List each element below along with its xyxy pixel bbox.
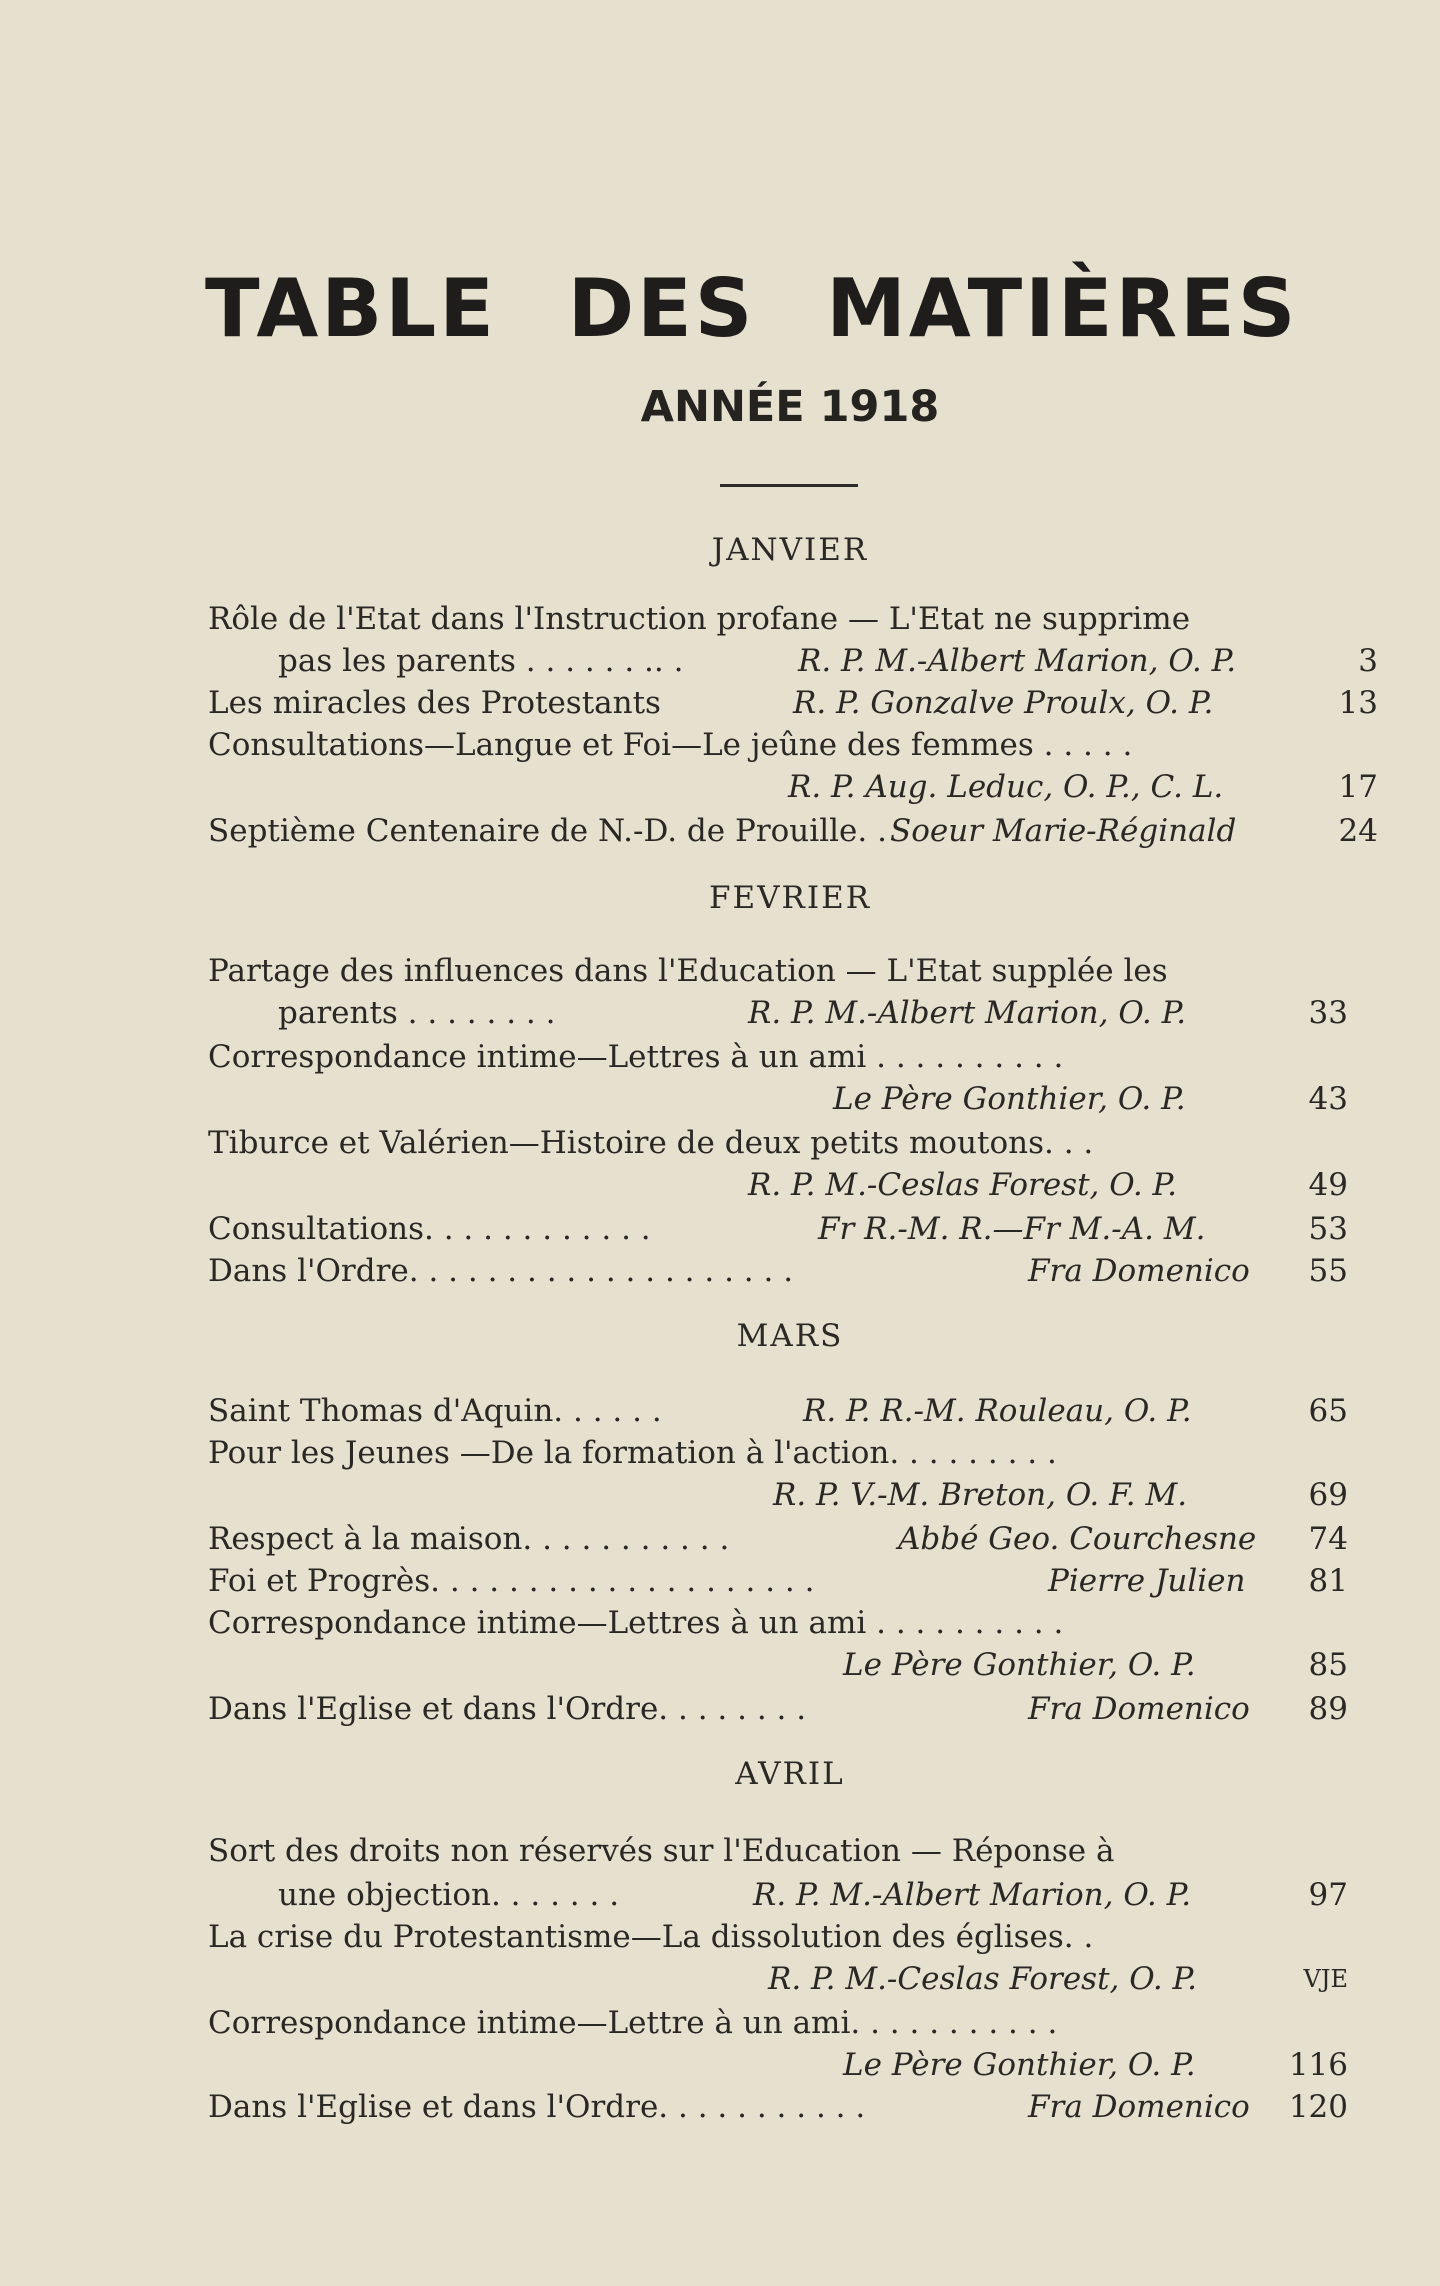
entry-author: R. P. M.-Albert Marion, O. P. — [753, 1877, 1192, 1913]
toc-entry-title-line — [208, 1122, 1378, 1164]
entry-page: 120 — [1288, 2089, 1348, 2125]
entry-page: 81 — [1308, 1563, 1348, 1599]
entry-title: Correspondance intime—Lettres à un ami . . . . . . . . . . — [208, 1039, 1064, 1075]
entry-page: VJE — [1303, 1965, 1348, 1993]
entry-author: Fr R.-M. R.—Fr M.-A. M. — [818, 1211, 1206, 1247]
toc-entry — [208, 1644, 1378, 1686]
toc-entry — [208, 1208, 1378, 1250]
toc-entry-title-line — [208, 1036, 1378, 1078]
toc-entry — [208, 2044, 1378, 2086]
entry-page: 65 — [1308, 1393, 1348, 1429]
entry-author: R. P. M.-Albert Marion, O. P. — [798, 643, 1237, 679]
toc-entry — [208, 1474, 1378, 1516]
page-subtitle: ANNÉE 1918 — [640, 382, 940, 432]
toc-entry — [208, 1250, 1378, 1292]
entry-title: Rôle de l'Etat dans l'Instruction profane — L'Etat ne supprime — [208, 601, 1191, 637]
entry-title: Partage des influences dans l'Education — L'Etat supplée les — [208, 953, 1168, 989]
entry-page: 3 — [1358, 643, 1378, 679]
section-heading-janvier: JANVIER — [711, 532, 869, 568]
entry-page: 13 — [1338, 685, 1378, 721]
entry-author: R. P. Aug. Leduc, O. P., C. L. — [788, 769, 1224, 805]
toc-entry — [208, 1078, 1378, 1120]
toc-entry-title-line — [208, 1432, 1378, 1474]
entry-title: Foi et Progrès. . . . . . . . . . . . . . . . . . . . — [208, 1563, 815, 1599]
entry-author: Fra Domenico — [1028, 1691, 1250, 1727]
entry-title: Correspondance intime—Lettre à un ami. . . . . . . . . . . — [208, 2005, 1058, 2041]
entry-title: pas les parents . . . . . . .. . — [278, 643, 684, 679]
entry-author: R. P. M.-Ceslas Forest, O. P. — [748, 1167, 1177, 1203]
entry-author: R. P. M.-Ceslas Forest, O. P. — [768, 1961, 1197, 1997]
toc-entry-title-line — [208, 1830, 1378, 1872]
entry-page: 43 — [1308, 1081, 1348, 1117]
entry-author: Le Père Gonthier, O. P. — [843, 2047, 1196, 2083]
toc-entry-title-line — [208, 2002, 1378, 2044]
entry-title: Septième Centenaire de N.-D. de Prouille. . — [208, 813, 887, 849]
toc-entry — [208, 682, 1378, 724]
entry-author: Fra Domenico — [1028, 1253, 1250, 1289]
toc-entry — [208, 2086, 1378, 2128]
entry-page: 24 — [1338, 813, 1378, 849]
entry-title: Tiburce et Valérien—Histoire de deux petits moutons. . . — [208, 1125, 1094, 1161]
entry-page: 116 — [1288, 2047, 1348, 2083]
section-heading-fevrier: FEVRIER — [708, 880, 872, 916]
entry-author: R. P. M.-Albert Marion, O. P. — [748, 995, 1187, 1031]
entry-page: 85 — [1308, 1647, 1348, 1683]
toc-entry-title-line — [208, 1916, 1378, 1958]
entry-title: Respect à la maison. . . . . . . . . . . — [208, 1521, 730, 1557]
toc-entry — [208, 992, 1378, 1034]
section-heading-avril: AVRIL — [735, 1756, 845, 1792]
entry-author: R. P. V.-M. Breton, O. F. M. — [773, 1477, 1188, 1513]
page-title: TABLE DES MATIÈRES — [205, 262, 1299, 355]
toc-entry — [208, 1874, 1378, 1916]
entry-page: 97 — [1308, 1877, 1348, 1913]
toc-entry — [208, 1688, 1378, 1730]
entry-author: Le Père Gonthier, O. P. — [843, 1647, 1196, 1683]
entry-page: 49 — [1308, 1167, 1348, 1203]
entry-title: Consultations—Langue et Foi—Le jeûne des femmes . . . . . — [208, 727, 1133, 763]
toc-entry-title-line — [208, 598, 1378, 640]
toc-entry — [208, 1958, 1378, 2000]
title-divider — [720, 484, 858, 487]
entry-title: La crise du Protestantisme—La dissolution des églises. . — [208, 1919, 1094, 1955]
entry-author: Pierre Julien — [1048, 1563, 1246, 1599]
entry-author: Fra Domenico — [1028, 2089, 1250, 2125]
entry-title: parents . . . . . . . . — [278, 995, 556, 1031]
entry-title: Correspondance intime—Lettres à un ami . . . . . . . . . . — [208, 1605, 1064, 1641]
entry-title: Les miracles des Protestants — [208, 685, 661, 721]
entry-page: 69 — [1308, 1477, 1348, 1513]
toc-entry — [208, 1390, 1378, 1432]
toc-entry — [208, 810, 1378, 852]
entry-author: Abbé Geo. Courchesne — [898, 1521, 1257, 1557]
toc-entry — [208, 766, 1378, 808]
entry-title: une objection. . . . . . . — [278, 1877, 620, 1913]
toc-entry — [208, 640, 1378, 682]
entry-title: Saint Thomas d'Aquin. . . . . . — [208, 1393, 662, 1429]
entry-author: Le Père Gonthier, O. P. — [833, 1081, 1186, 1117]
entry-title: Dans l'Eglise et dans l'Ordre. . . . . . . . . . . — [208, 2089, 866, 2125]
entry-title: Pour les Jeunes —De la formation à l'action. . . . . . . . . — [208, 1435, 1057, 1471]
entry-page: 89 — [1308, 1691, 1348, 1727]
toc-entry-title-line — [208, 724, 1378, 766]
entry-page: 74 — [1308, 1521, 1348, 1557]
entry-page: 17 — [1338, 769, 1378, 805]
entry-page: 53 — [1308, 1211, 1348, 1247]
toc-entry-title-line — [208, 950, 1378, 992]
toc-entry — [208, 1560, 1378, 1602]
entry-author: Soeur Marie-Réginald — [890, 813, 1237, 849]
toc-entry-title-line — [208, 1602, 1378, 1644]
entry-title: Dans l'Eglise et dans l'Ordre. . . . . . . . — [208, 1691, 807, 1727]
entry-title: Dans l'Ordre. . . . . . . . . . . . . . . . . . . . — [208, 1253, 794, 1289]
entry-page: 33 — [1308, 995, 1348, 1031]
entry-title: Consultations. . . . . . . . . . . . — [208, 1211, 651, 1247]
entry-author: R. P. R.-M. Rouleau, O. P. — [803, 1393, 1192, 1429]
toc-entry — [208, 1518, 1378, 1560]
toc-entry — [208, 1164, 1378, 1206]
entry-author: R. P. Gonzalve Proulx, O. P. — [793, 685, 1214, 721]
entry-page: 55 — [1308, 1253, 1348, 1289]
entry-title: Sort des droits non réservés sur l'Education — Réponse à — [208, 1833, 1115, 1869]
section-heading-mars: MARS — [736, 1318, 844, 1354]
